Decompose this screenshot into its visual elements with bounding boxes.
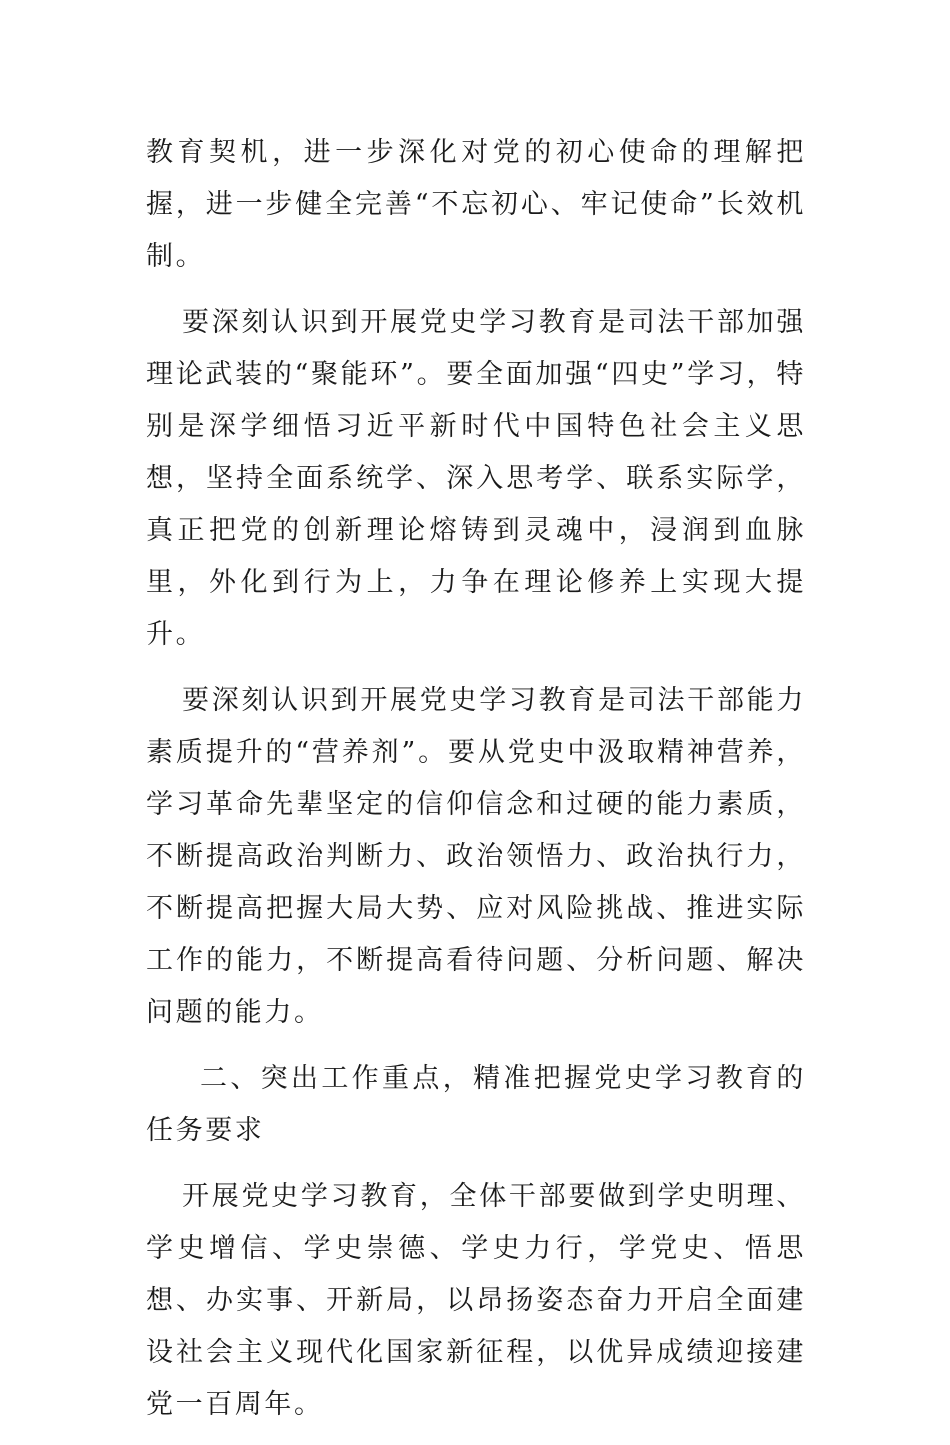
paragraph-theory-armament: 要深刻认识到开展党史学习教育是司法干部加强理论武装的“聚能环”。要全面加强“四史”学习，特别是深学细悟习近平新时代中国特色社会主义思想，坚持全面系统学、深入思考学、联系实际学，真正把党的创新理论熔铸到灵魂中，浸润到血脉里，外化到行为上，力争在理论修养上实现大提升。 xyxy=(146,307,806,650)
paragraph-ability-quality: 要深刻认识到开展党史学习教育是司法干部能力素质提升的“营养剂”。要从党史中汲取精神营养，学习革命先辈坚定的信仰信念和过硬的能力素质，不断提高政治判断力、政治领悟力、政治执行力，不断提高把握大局大势、应对风险挑战、推进实际工作的能力，不断提高看待问题、分析问题、解决问题的能力。 xyxy=(146,685,806,1028)
paragraph-study-education: 开展党史学习教育，全体干部要做到学史明理、学史增信、学史崇德、学史力行，学党史、悟思想、办实事、开新局，以昂扬姿态奋力开启全面建设社会主义现代化国家新征程，以优异成绩迎接建党一百周年。 xyxy=(146,1181,806,1420)
paragraph-continuation: 教育契机，进一步深化对党的初心使命的理解把握，进一步健全完善“不忘初心、牢记使命”长效机制。 xyxy=(146,137,806,272)
document-body xyxy=(146,127,806,1445)
section-heading: 二、突出工作重点，精准把握党史学习教育的任务要求 xyxy=(146,1063,806,1146)
